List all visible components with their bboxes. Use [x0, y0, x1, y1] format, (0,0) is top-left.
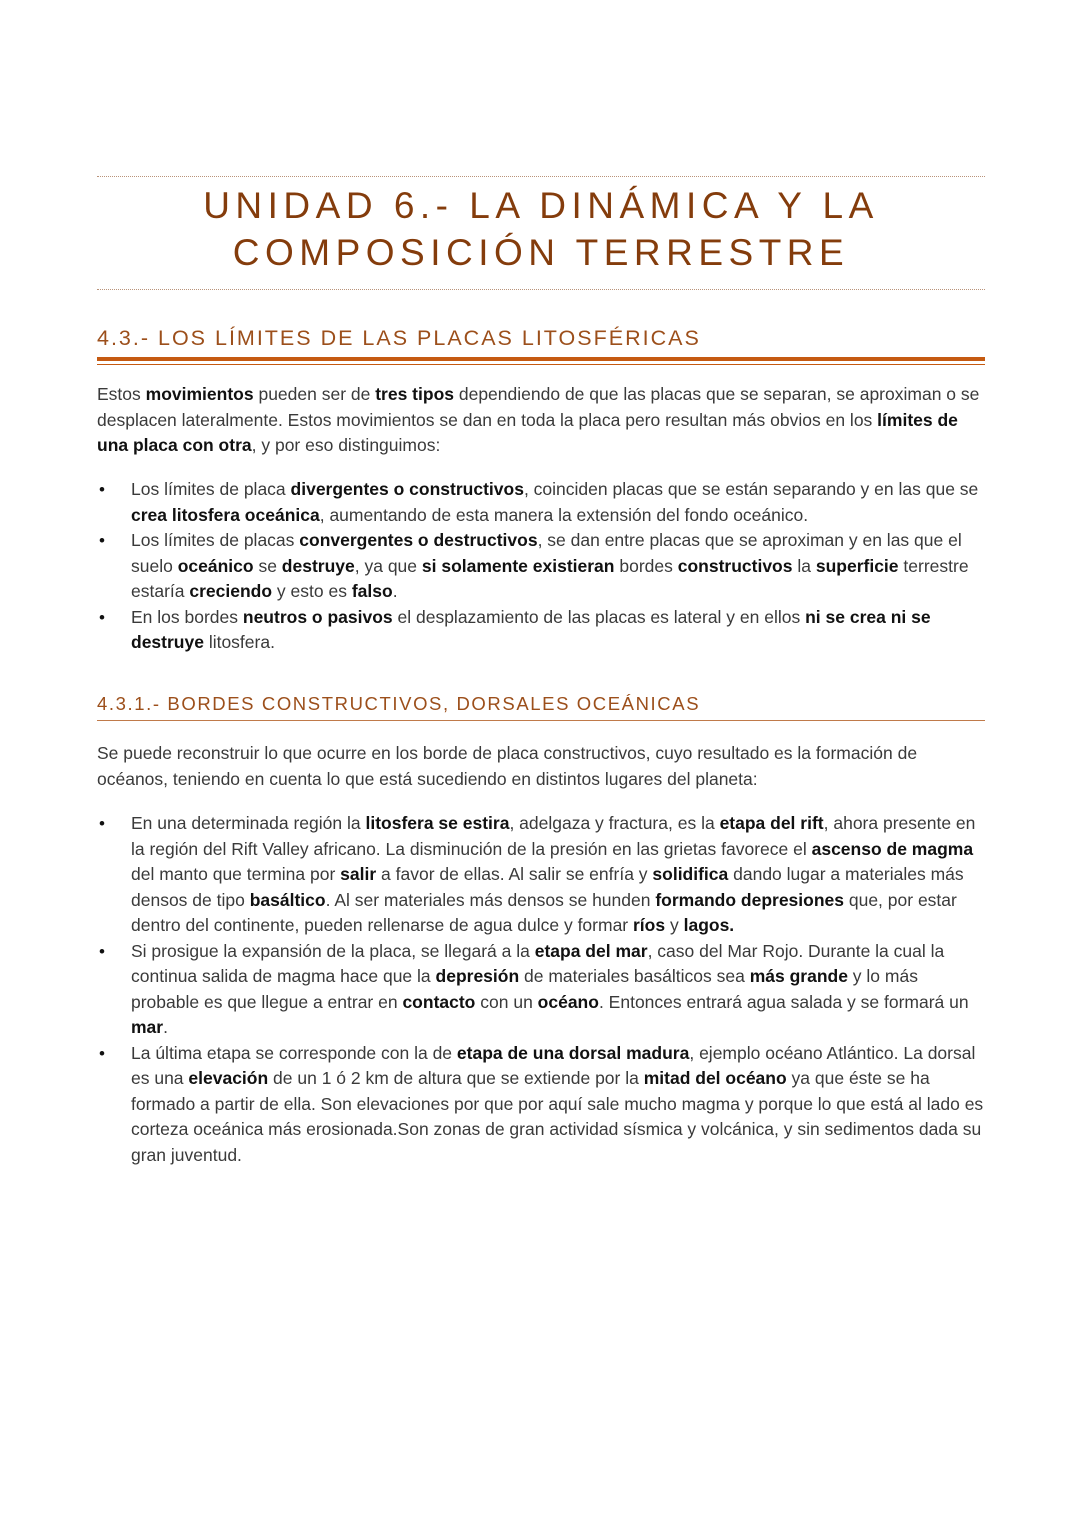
- bullet-icon: •: [99, 941, 105, 961]
- text-run: de materiales basálticos sea: [519, 966, 750, 986]
- text-run: .: [163, 1017, 168, 1037]
- text-run: el desplazamiento de las placas es lateral y en ellos: [392, 606, 806, 627]
- bold-term: neutros o pasivos: [242, 606, 393, 627]
- text-run: , coinciden placas que se están separando y en las que se: [523, 479, 979, 499]
- bold-term: movimientos: [145, 384, 254, 404]
- list-item: [97, 939, 985, 1041]
- text-run: . Entonces entrará agua salada y se formará un: [598, 991, 969, 1012]
- text-run: , ya que: [354, 555, 422, 576]
- bold-term: basáltico: [249, 889, 326, 910]
- text-run: Los límites de placa: [131, 479, 291, 499]
- title-line-2: COMPOSICIÓN TERRESTRE: [232, 232, 850, 273]
- text-run: del manto que termina por: [131, 864, 341, 884]
- text-run: .: [392, 581, 398, 601]
- text-run: bordes: [614, 555, 678, 576]
- section-heading-4-3-1: 4.3.1.- BORDES CONSTRUCTIVOS, DORSALES OCEÁNICAS: [97, 693, 985, 721]
- bold-term: formando depresiones: [655, 889, 844, 910]
- text-run: Se puede reconstruir lo que ocurre en los borde de placa constructivos, cuyo resultado es la formación de océanos, teniendo en cuenta lo que está sucediendo en distintos lugares del planeta:: [97, 743, 918, 789]
- text-run: terrestre estaría: [131, 555, 969, 601]
- bold-term: ascenso de magma: [811, 838, 974, 859]
- bold-term: lagos.: [683, 915, 735, 935]
- bold-term: ni se crea ni se destruye: [131, 606, 931, 652]
- text-run: con un: [475, 991, 538, 1012]
- text-run: litosfera.: [203, 632, 275, 652]
- bold-term: si solamente existieran: [421, 555, 615, 576]
- list-item: [97, 477, 985, 528]
- bold-term: litosfera se estira: [365, 813, 510, 833]
- text-run: La última etapa se corresponde con la de: [131, 1042, 457, 1063]
- title-block: [97, 176, 985, 290]
- text-run: , ahora presente en la región del Rift Valley africano. La disminución de la presión en las grietas favorece el: [131, 813, 976, 859]
- text-run: y lo más probable es que llegue a entrar en: [131, 966, 918, 1012]
- section1-intro-paragraph: [97, 382, 985, 459]
- bold-term: crea litosfera oceánica: [131, 504, 320, 525]
- text-run: ya que éste se ha formado a partir de ella. Son elevaciones por que por aquí sale mucho magma y porque lo que está al lado es corteza oceánica más erosionada.Son zonas de gran actividad sísmica y volcánica, y sin sedimentos dada su gran juventud.: [131, 1068, 984, 1165]
- text-run: , y por eso distinguimos:: [251, 435, 441, 455]
- bold-term: solidifica: [652, 864, 729, 884]
- bold-term: etapa del rift: [719, 813, 824, 833]
- text-run: y esto es: [272, 581, 352, 601]
- text-run: de un 1 ó 2 km de altura que se extiende por la: [268, 1068, 644, 1088]
- text-run: a favor de ellas. Al salir se enfría y: [376, 864, 653, 884]
- text-run: Los límites de placas: [131, 530, 300, 550]
- section2-intro-paragraph: [97, 741, 985, 792]
- bold-term: océano: [537, 991, 599, 1012]
- bold-term: depresión: [435, 966, 520, 986]
- text-run: que, por estar dentro del continente, pueden rellenarse de agua dulce y formar: [131, 889, 957, 935]
- bold-term: mitad del océano: [643, 1068, 787, 1088]
- text-run: , caso del Mar Rojo. Durante la cual la continua salida de magma hace que la: [131, 940, 945, 986]
- bold-term: contacto: [402, 991, 476, 1012]
- bold-term: destruye: [281, 555, 355, 576]
- bullet-icon: •: [99, 531, 105, 550]
- bold-term: ríos: [633, 915, 666, 935]
- bullet-icon: •: [99, 607, 105, 627]
- bold-term: falso: [351, 581, 393, 601]
- bold-term: creciendo: [189, 581, 273, 601]
- text-run: Si prosigue la expansión de la placa, se llegará a la: [131, 940, 535, 961]
- bold-term: límites de una placa con otra: [97, 409, 958, 455]
- section-heading-4-3: 4.3.- LOS LÍMITES DE LAS PLACAS LITOSFÉRICAS: [97, 326, 985, 361]
- text-run: , ejemplo océano Atlántico. La dorsal es una: [131, 1042, 976, 1088]
- list-item: [97, 605, 985, 656]
- list-item: [97, 1041, 985, 1169]
- bullet-icon: •: [99, 1043, 105, 1063]
- bullet-icon: •: [99, 480, 105, 499]
- bold-term: mar: [131, 1017, 164, 1037]
- list-item: [97, 528, 985, 605]
- text-run: , se dan entre placas que se aproximan y en las que el suelo: [131, 530, 962, 576]
- text-run: se: [253, 555, 282, 576]
- text-run: Estos: [97, 384, 146, 404]
- text-run: pueden ser de: [253, 384, 376, 404]
- bold-term: convergentes o destructivos: [299, 530, 538, 550]
- bold-term: etapa de una dorsal madura: [456, 1042, 690, 1063]
- section2-bullet-list: [97, 811, 985, 1168]
- text-run: dando lugar a materiales más densos de tipo: [131, 864, 964, 910]
- bold-term: elevación: [188, 1068, 269, 1088]
- bold-term: superficie: [815, 555, 899, 576]
- text-run: . Al ser materiales más densos se hunden: [325, 889, 656, 910]
- title-line-1: UNIDAD 6.- LA DINÁMICA Y LA: [203, 185, 879, 226]
- text-run: la: [792, 555, 816, 576]
- bullet-icon: •: [99, 814, 105, 833]
- text-run: , adelgaza y fractura, es la: [509, 813, 720, 833]
- bold-term: divergentes o constructivos: [290, 479, 524, 499]
- text-run: dependiendo de que las placas que se separan, se aproximan o se desplacen lateralmente. Estos movimientos se dan en toda la placa pero resultan más obvios en los: [97, 384, 980, 430]
- text-run: y: [665, 915, 684, 935]
- bold-term: tres tipos: [375, 384, 454, 404]
- section1-bullet-list: [97, 477, 985, 656]
- bold-term: más grande: [749, 966, 848, 986]
- bold-term: oceánico: [177, 555, 254, 576]
- list-item: [97, 811, 985, 939]
- text-run: , aumentando de esta manera la extensión del fondo oceánico.: [319, 504, 809, 525]
- text-run: En los bordes: [131, 606, 243, 627]
- bold-term: etapa del mar: [534, 940, 648, 961]
- bold-term: constructivos: [677, 555, 793, 576]
- text-run: En una determinada región la: [131, 813, 366, 833]
- bold-term: salir: [340, 864, 377, 884]
